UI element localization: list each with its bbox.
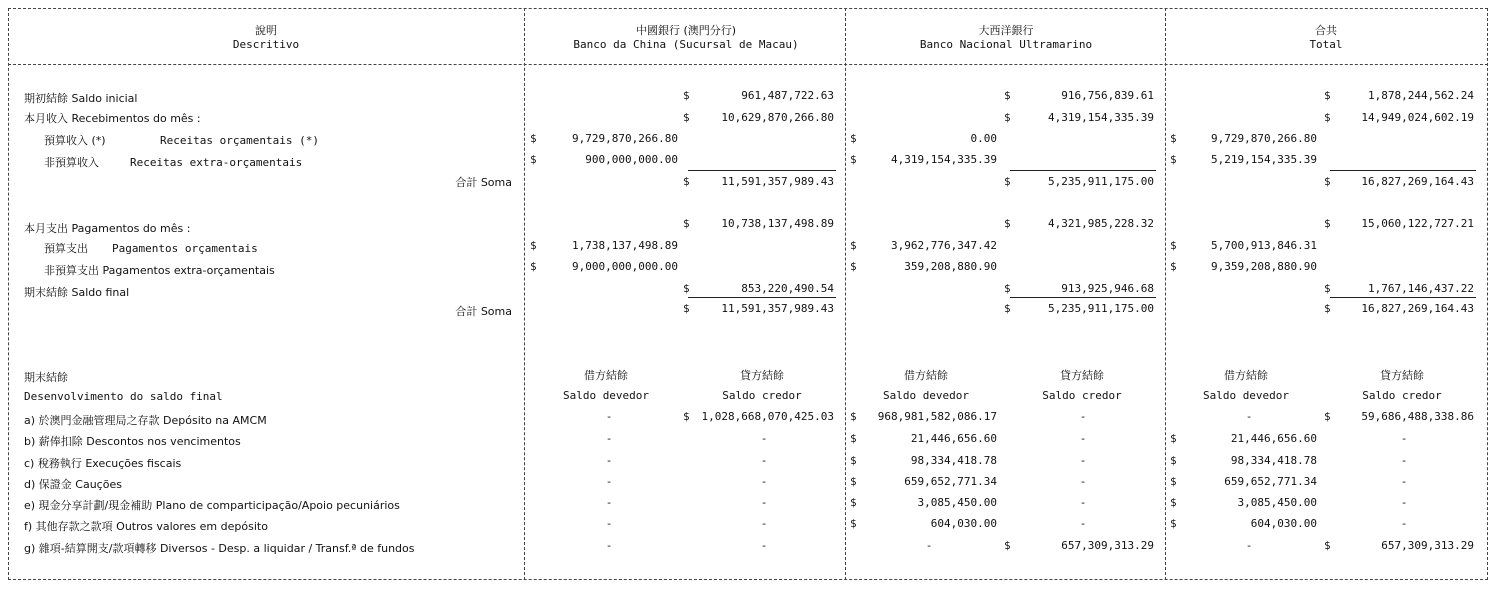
balance-row-g-label: g) 雜項-結算開支/款項轉移 Diversos - Desp. a liquidar / Transf.ª de fundos — [24, 542, 415, 555]
balance-row-e-bank2-devedor: 3,085,450.00 — [917, 496, 997, 509]
credor-header-zh: 貸方結餘 — [1380, 369, 1424, 382]
pagamentos-orcamentais-bank1: 1,738,137,498.89 — [572, 239, 678, 252]
saldo-inicial-total: 1,878,244,562.24 — [1368, 89, 1474, 102]
balance-row-d-bank1-devedor: - — [605, 475, 613, 488]
balance-row-b-total-credor: - — [1400, 432, 1408, 445]
soma-2-bank2: 5,235,911,175.00 — [1048, 302, 1154, 315]
currency-sign: $ — [683, 302, 690, 315]
currency-sign: $ — [1004, 217, 1011, 230]
sum-rule — [1010, 297, 1156, 298]
devedor-header-zh: 借方結餘 — [1224, 369, 1268, 382]
balance-row-d-total-credor: - — [1400, 475, 1408, 488]
row-pagamentos-orcamentais-zh: 預算支出 — [44, 242, 88, 255]
currency-sign: $ — [1170, 517, 1177, 530]
recebimentos-total: 14,949,024,602.19 — [1361, 111, 1474, 124]
devedor-header-pt: Saldo devedor — [1202, 389, 1290, 402]
receitas-extra-bank2: 4,319,154,335.39 — [891, 153, 997, 166]
currency-sign: $ — [683, 410, 690, 423]
currency-sign: $ — [1170, 496, 1177, 509]
balance-row-c-label: c) 稅務執行 Execuções fiscais — [24, 457, 182, 470]
currency-sign: $ — [850, 496, 857, 509]
balance-row-d-bank2-devedor: 659,652,771.34 — [904, 475, 997, 488]
saldo-inicial-bank2: 916,756,839.61 — [1061, 89, 1154, 102]
balance-row-b-bank1-credor: - — [760, 432, 768, 445]
balance-row-f-total-credor: - — [1400, 517, 1408, 530]
currency-sign: $ — [1170, 239, 1177, 252]
receitas-orcamentais-bank2: 0.00 — [970, 132, 997, 145]
currency-sign: $ — [1324, 282, 1331, 295]
currency-sign: $ — [1004, 282, 1011, 295]
currency-sign: $ — [1004, 175, 1011, 188]
credor-header-pt: Saldo credor — [722, 389, 802, 402]
currency-sign: $ — [1004, 302, 1011, 315]
currency-sign: $ — [1170, 475, 1177, 488]
row-saldo-final-label: 期末結餘 Saldo final — [24, 286, 130, 299]
currency-sign: $ — [850, 475, 857, 488]
balance-row-e-bank1-devedor: - — [605, 496, 613, 509]
balance-row-f-label: f) 其他存款之款項 Outros valores em depósito — [24, 520, 268, 533]
soma-1-bank1: 11,591,357,989.43 — [721, 175, 834, 188]
currency-sign: $ — [850, 432, 857, 445]
row-receitas-extra-pt: Receitas extra-orçamentais — [130, 156, 303, 169]
row-receitas-orcamentais-zh: 預算收入 (*) — [44, 134, 106, 147]
currency-sign: $ — [683, 111, 690, 124]
balance-row-d-bank2-credor: - — [1079, 475, 1087, 488]
balance-row-a-label: a) 於澳門金融管理局之存款 Depósito na AMCM — [24, 414, 267, 427]
balance-row-b-bank1-devedor: - — [605, 432, 613, 445]
currency-sign: $ — [850, 260, 857, 273]
pagamentos-bank2: 4,321,985,228.32 — [1048, 217, 1154, 230]
balance-row-g-bank2-devedor: - — [925, 539, 933, 552]
balance-row-e-label: e) 現金分享計劃/現金補助 Plano de comparticipação/Apoio pecuniários — [24, 499, 400, 512]
currency-sign: $ — [1324, 217, 1331, 230]
section3-title-pt: Desenvolvimento do saldo final — [24, 390, 223, 403]
balance-row-d-bank1-credor: - — [760, 475, 768, 488]
receitas-orcamentais-total: 9,729,870,266.80 — [1211, 132, 1317, 145]
row-receitas-extra-zh: 非預算收入 — [44, 156, 99, 169]
pagamentos-orcamentais-total: 5,700,913,846.31 — [1211, 239, 1317, 252]
header-bank2-pt: Banco Nacional Ultramarino — [919, 38, 1093, 51]
balance-row-b-total-devedor: 21,446,656.60 — [1230, 432, 1317, 445]
balance-row-b-bank2-devedor: 21,446,656.60 — [910, 432, 997, 445]
balance-row-b-bank2-credor: - — [1079, 432, 1087, 445]
pagamentos-orcamentais-bank2: 3,962,776,347.42 — [891, 239, 997, 252]
currency-sign: $ — [530, 132, 537, 145]
balance-row-f-bank2-devedor: 604,030.00 — [930, 517, 997, 530]
currency-sign: $ — [1004, 539, 1011, 552]
credor-header-pt: Saldo credor — [1042, 389, 1122, 402]
currency-sign: $ — [1324, 111, 1331, 124]
devedor-header-zh: 借方結餘 — [904, 369, 948, 382]
currency-sign: $ — [530, 260, 537, 273]
pagamentos-extra-bank2: 359,208,880.90 — [904, 260, 997, 273]
credor-header-pt: Saldo credor — [1362, 389, 1442, 402]
currency-sign: $ — [850, 153, 857, 166]
pagamentos-extra-bank1: 9,000,000,000.00 — [572, 260, 678, 273]
currency-sign: $ — [1170, 260, 1177, 273]
balance-row-f-bank1-credor: - — [760, 517, 768, 530]
saldo-final-bank2: 913,925,946.68 — [1061, 282, 1154, 295]
currency-sign: $ — [850, 239, 857, 252]
balance-row-b-label: b) 薪俸扣除 Descontos nos vencimentos — [24, 435, 241, 448]
balance-row-c-total-devedor: 98,334,418.78 — [1230, 454, 1317, 467]
balance-row-g-bank1-credor: - — [760, 539, 768, 552]
sum-rule — [1330, 297, 1476, 298]
sum-rule — [1010, 170, 1156, 171]
row-soma-1-label: 合計 Soma — [455, 176, 512, 189]
balance-row-f-bank2-credor: - — [1079, 517, 1087, 530]
balance-row-e-total-credor: - — [1400, 496, 1408, 509]
currency-sign: $ — [1324, 89, 1331, 102]
balance-row-e-total-devedor: 3,085,450.00 — [1237, 496, 1317, 509]
balance-row-c-bank2-devedor: 98,334,418.78 — [910, 454, 997, 467]
recebimentos-bank1: 10,629,870,266.80 — [721, 111, 834, 124]
row-recebimentos-label: 本月收入 Recebimentos do mês : — [24, 112, 201, 125]
balance-row-a-total-devedor: - — [1245, 410, 1253, 423]
balance-row-c-bank2-credor: - — [1079, 454, 1087, 467]
balance-row-a-total-credor: 59,686,488,338.86 — [1361, 410, 1474, 423]
currency-sign: $ — [683, 175, 690, 188]
receitas-orcamentais-bank1: 9,729,870,266.80 — [572, 132, 678, 145]
credor-header-zh: 貸方結餘 — [740, 369, 784, 382]
devedor-header-pt: Saldo devedor — [562, 389, 650, 402]
currency-sign: $ — [1170, 153, 1177, 166]
column-divider-2 — [845, 8, 846, 580]
currency-sign: $ — [530, 153, 537, 166]
header-descritivo-pt: Descritivo — [232, 38, 300, 51]
sum-rule — [1330, 170, 1476, 171]
header-descritivo-zh: 說明 — [255, 24, 277, 37]
row-receitas-orcamentais-pt: Receitas orçamentais (*) — [160, 134, 319, 147]
saldo-final-total: 1,767,146,437.22 — [1368, 282, 1474, 295]
credor-header-zh: 貸方結餘 — [1060, 369, 1104, 382]
balance-row-g-bank1-devedor: - — [605, 539, 613, 552]
devedor-header-pt: Saldo devedor — [882, 389, 970, 402]
saldo-final-bank1: 853,220,490.54 — [741, 282, 834, 295]
balance-row-g-bank2-credor: 657,309,313.29 — [1061, 539, 1154, 552]
currency-sign: $ — [1170, 432, 1177, 445]
header-total-pt: Total — [1309, 38, 1343, 51]
pagamentos-extra-total: 9,359,208,880.90 — [1211, 260, 1317, 273]
header-bank2-zh: 大西洋銀行 — [978, 24, 1034, 37]
currency-sign: $ — [683, 89, 690, 102]
header-bank1-zh: 中國銀行 (澳門分行) — [635, 24, 737, 37]
currency-sign: $ — [683, 282, 690, 295]
soma-1-total: 16,827,269,164.43 — [1361, 175, 1474, 188]
row-saldo-inicial-label: 期初結餘 Saldo inicial — [24, 92, 138, 105]
balance-row-a-bank1-devedor: - — [605, 410, 613, 423]
balance-row-d-total-devedor: 659,652,771.34 — [1224, 475, 1317, 488]
header-total-zh: 合共 — [1315, 24, 1337, 37]
soma-2-bank1: 11,591,357,989.43 — [721, 302, 834, 315]
balance-row-d-label: d) 保證金 Cauções — [24, 478, 122, 491]
section3-title-zh: 期末結餘 — [24, 371, 68, 384]
balance-row-a-bank1-credor: 1,028,668,070,425.03 — [701, 410, 834, 423]
receitas-extra-bank1: 900,000,000.00 — [585, 153, 678, 166]
row-pagamentos-label: 本月支出 Pagamentos do mês : — [24, 222, 191, 235]
receitas-extra-total: 5,219,154,335.39 — [1211, 153, 1317, 166]
currency-sign: $ — [1170, 132, 1177, 145]
saldo-inicial-bank1: 961,487,722.63 — [741, 89, 834, 102]
soma-2-total: 16,827,269,164.43 — [1361, 302, 1474, 315]
balance-row-a-bank2-devedor: 968,981,582,086.17 — [877, 410, 997, 423]
currency-sign: $ — [1324, 410, 1331, 423]
row-pagamentos-orcamentais-pt: Pagamentos orçamentais — [112, 242, 258, 255]
sum-rule — [688, 297, 836, 298]
balance-row-e-bank1-credor: - — [760, 496, 768, 509]
row-soma-2-label: 合計 Soma — [455, 305, 512, 318]
balance-row-c-bank1-devedor: - — [605, 454, 613, 467]
balance-row-c-total-credor: - — [1400, 454, 1408, 467]
balance-row-f-total-devedor: 604,030.00 — [1250, 517, 1317, 530]
header-bank1-pt: Banco da China (Sucursal de Macau) — [573, 38, 799, 51]
currency-sign: $ — [850, 517, 857, 530]
currency-sign: $ — [850, 454, 857, 467]
pagamentos-total: 15,060,122,727.21 — [1361, 217, 1474, 230]
balance-row-g-total-devedor: - — [1245, 539, 1253, 552]
currency-sign: $ — [683, 217, 690, 230]
sum-rule — [688, 170, 836, 171]
currency-sign: $ — [1170, 454, 1177, 467]
balance-row-c-bank1-credor: - — [760, 454, 768, 467]
devedor-header-zh: 借方結餘 — [584, 369, 628, 382]
pagamentos-bank1: 10,738,137,498.89 — [721, 217, 834, 230]
currency-sign: $ — [530, 239, 537, 252]
balance-row-a-bank2-credor: - — [1079, 410, 1087, 423]
currency-sign: $ — [850, 132, 857, 145]
currency-sign: $ — [1324, 539, 1331, 552]
row-pagamentos-extra-label: 非預算支出 Pagamentos extra-orçamentais — [44, 264, 275, 277]
currency-sign: $ — [1324, 175, 1331, 188]
currency-sign: $ — [1324, 302, 1331, 315]
soma-1-bank2: 5,235,911,175.00 — [1048, 175, 1154, 188]
header-divider — [8, 64, 1488, 65]
column-divider-1 — [524, 8, 525, 580]
balance-row-f-bank1-devedor: - — [605, 517, 613, 530]
currency-sign: $ — [850, 410, 857, 423]
currency-sign: $ — [1004, 89, 1011, 102]
balance-row-g-total-credor: 657,309,313.29 — [1381, 539, 1474, 552]
currency-sign: $ — [1004, 111, 1011, 124]
recebimentos-bank2: 4,319,154,335.39 — [1048, 111, 1154, 124]
balance-row-e-bank2-credor: - — [1079, 496, 1087, 509]
column-divider-3 — [1165, 8, 1166, 580]
